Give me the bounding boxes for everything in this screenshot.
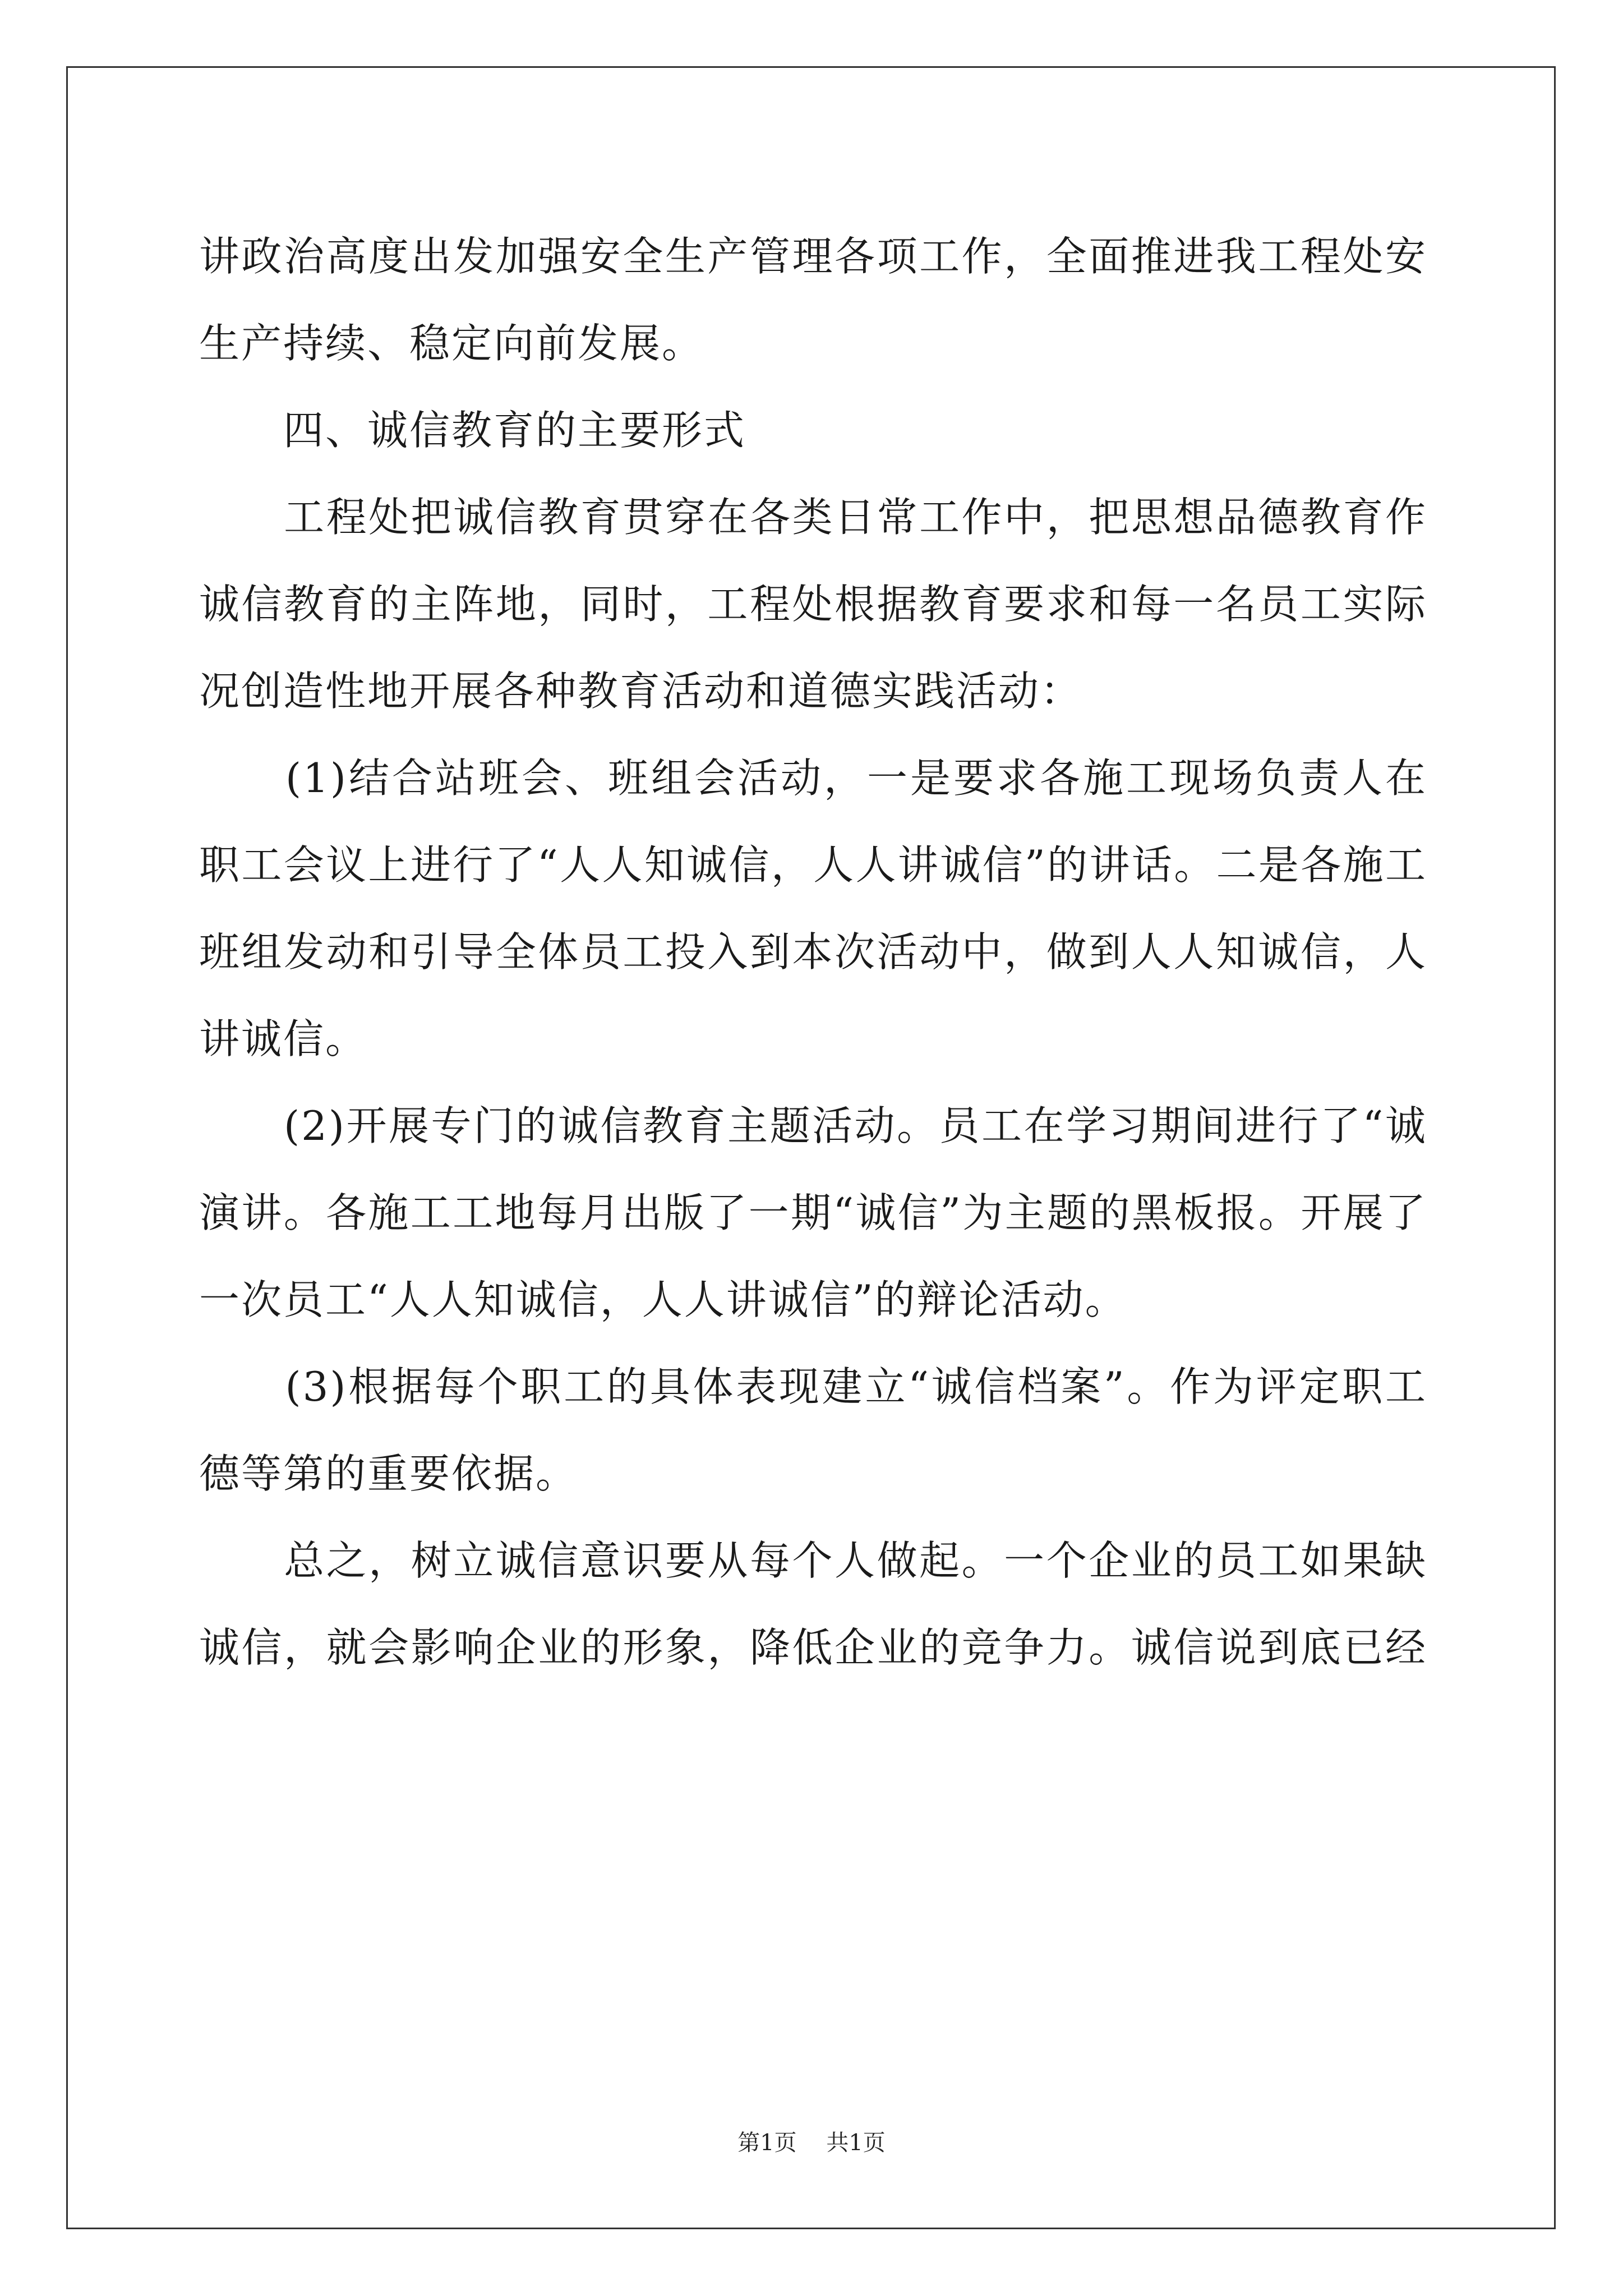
document-body	[199, 213, 1427, 1691]
page-total: 共1页	[826, 2130, 886, 2156]
text-line: 演讲。各施工工地每月出版了一期“诚信”为主题的黑板报。开展了	[199, 1189, 1427, 1236]
text-line: 讲政治高度出发加强安全生产管理各项工作，全面推进我工程处安	[199, 233, 1427, 280]
text-line: 工程处把诚信教育贯穿在各类日常工作中，把思想品德教育作	[284, 494, 1427, 541]
text-line: 一次员工“人人知诚信，人人讲诚信”的辩论活动。	[199, 1276, 1127, 1323]
text-line: 德等第的重要依据。	[199, 1450, 578, 1497]
text-line: 诚信教育的主阵地，同时，工程处根据教育要求和每一名员工实际	[199, 581, 1427, 628]
text-line: (1)结合站班会、班组会活动，一是要求各施工现场负责人在	[285, 754, 1427, 802]
text-line: 诚信，就会影响企业的形象，降低企业的竞争力。诚信说到底已经	[199, 1624, 1427, 1671]
text-line: 况创造性地开展各种教育活动和道德实践活动：	[199, 668, 1083, 715]
page-number: 第1页	[737, 2130, 797, 2156]
text-line: (2)开展专门的诚信教育主题活动。员工在学习期间进行了“诚	[284, 1102, 1427, 1149]
text-line: 讲诚信。	[199, 1015, 368, 1062]
page-footer	[0, 2126, 1623, 2160]
text-line: 四、诚信教育的主要形式	[199, 407, 746, 454]
text-line: 职工会议上进行了“人人知诚信，人人讲诚信”的讲话。二是各施工	[199, 841, 1427, 889]
text-line: 生产持续、稳定向前发展。	[199, 320, 704, 367]
text-line: (3)根据每个职工的具体表现建立“诚信档案”。作为评定职工	[285, 1363, 1427, 1410]
text-line: 总之，树立诚信意识要从每个人做起。一个企业的员工如果缺	[284, 1537, 1427, 1584]
text-line: 班组发动和引导全体员工投入到本次活动中，做到人人知诚信，人	[199, 928, 1427, 976]
